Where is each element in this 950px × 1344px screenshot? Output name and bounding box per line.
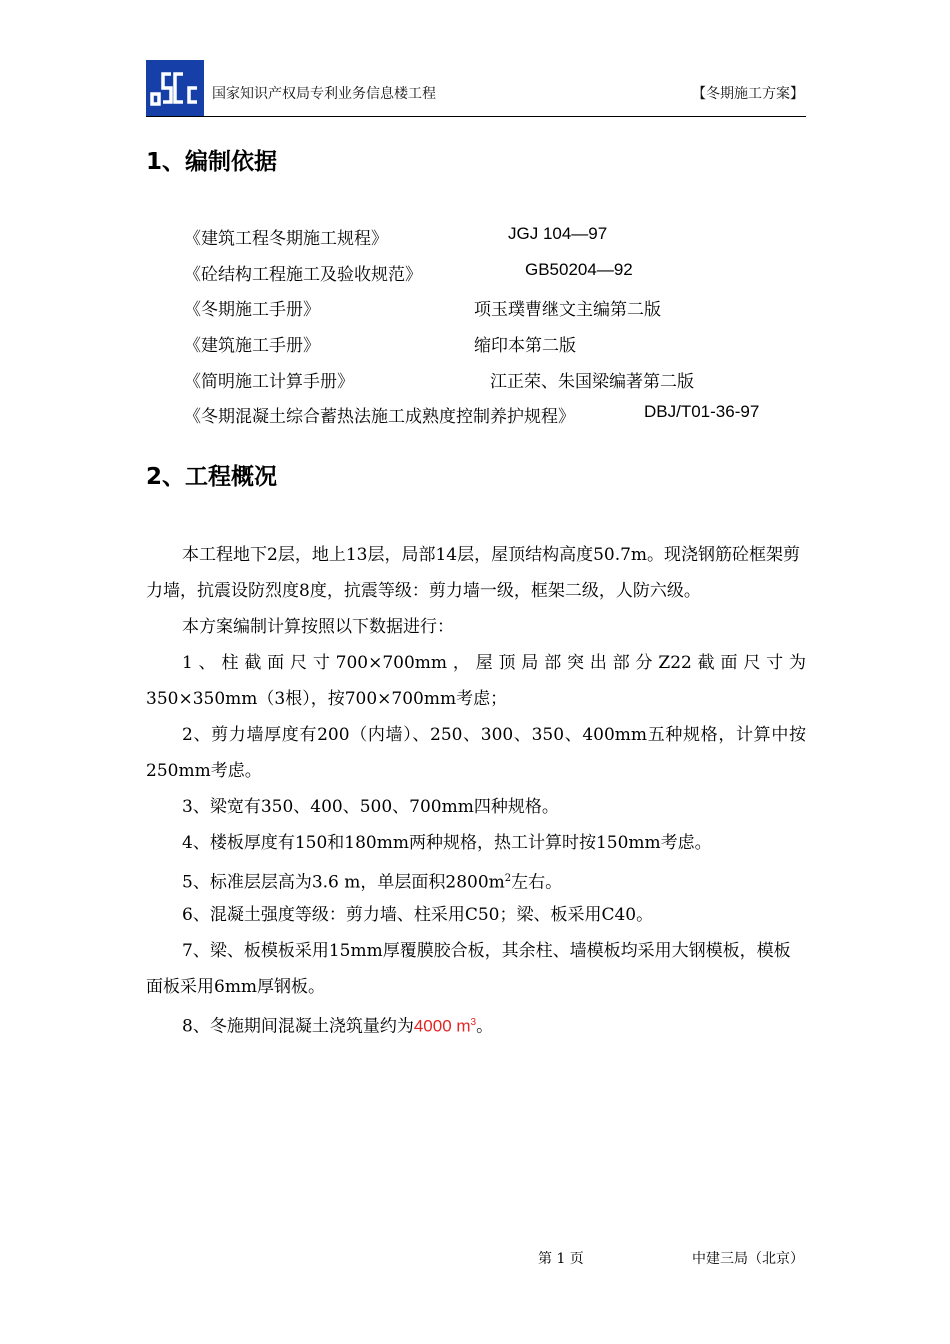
list-item-1-line-1: 1、柱截面尺寸700×700mm，屋顶局部突出部分Z22截面尺寸为 — [182, 653, 806, 673]
list-item-2-line-1: 2、剪力墙厚度有200（内墙）、250、300、350、400mm五种规格，计算中按 — [182, 725, 806, 745]
reference-code: DBJ/T01-36-97 — [644, 402, 760, 421]
reference-code: 项玉璞曹继文主编第二版 — [474, 300, 661, 320]
cscec-logo-icon — [149, 68, 201, 108]
reference-name: 《砼结构工程施工及验收规范》 — [184, 265, 422, 285]
header-project-title: 国家知识产权局专利业务信息楼工程 — [212, 86, 436, 102]
section-heading-basis: 1、编制依据 — [146, 149, 278, 175]
reference-name: 《冬期施工手册》 — [184, 300, 320, 320]
reference-code: GB50204—92 — [525, 260, 633, 279]
list-item-1-line-2: 350×350mm（3根），按700×700mm考虑； — [146, 689, 508, 709]
list-item-7: 7、梁、板模板采用15mm厚覆膜胶合板，其余柱、墙模板均采用大钢模板，模板面板采用6mm厚钢板。 — [146, 941, 791, 997]
list-item-2-line-2: 250mm考虑。 — [146, 761, 262, 781]
overview-paragraph: 本工程地下2层，地上13层，局部14层，屋顶结构高度50.7m。现浇钢筋砼框架剪力墙，抗震设防烈度8度，抗震等级：剪力墙一级，框架二级，人防六级。 — [146, 545, 801, 601]
list-item-5: 5、标准层层高为3.6 m，单层面积$2800m^2$左右。 — [182, 872, 563, 893]
list-item-4: 4、楼板厚度有150和180mm两种规格，热工计算时按150mm考虑。 — [182, 833, 712, 853]
header-divider — [146, 116, 806, 117]
reference-name: 《建筑工程冬期施工规程》 — [184, 229, 388, 249]
reference-name: 《冬期混凝土综合蓄热法施工成熟度控制养护规程》 — [184, 407, 575, 427]
header-document-tag: 【冬期施工方案】 — [692, 86, 804, 102]
reference-code: 江正荣、朱国梁编著第二版 — [490, 372, 694, 392]
concrete-volume-highlight: 4000 m — [413, 1016, 471, 1036]
list-item-8: 8、冬施期间混凝土浇筑量约为4000 $m^3$。 — [182, 1016, 494, 1037]
reference-code: 缩印本第二版 — [474, 336, 576, 356]
section-heading-overview: 2、工程概况 — [146, 464, 278, 490]
footer-organization: 中建三局（北京） — [692, 1251, 804, 1267]
page-number: 第 1 页 — [538, 1251, 584, 1267]
list-item-3: 3、梁宽有350、400、500、700mm四种规格。 — [182, 797, 559, 817]
list-item-6: 6、混凝土强度等级：剪力墙、柱采用C50；梁、板采用C40。 — [182, 905, 654, 925]
company-logo — [146, 60, 204, 116]
reference-name: 《简明施工计算手册》 — [184, 372, 354, 392]
reference-code: JGJ 104—97 — [508, 224, 608, 243]
reference-name: 《建筑施工手册》 — [184, 336, 320, 356]
calculation-basis-intro: 本方案编制计算按照以下数据进行： — [182, 617, 454, 637]
